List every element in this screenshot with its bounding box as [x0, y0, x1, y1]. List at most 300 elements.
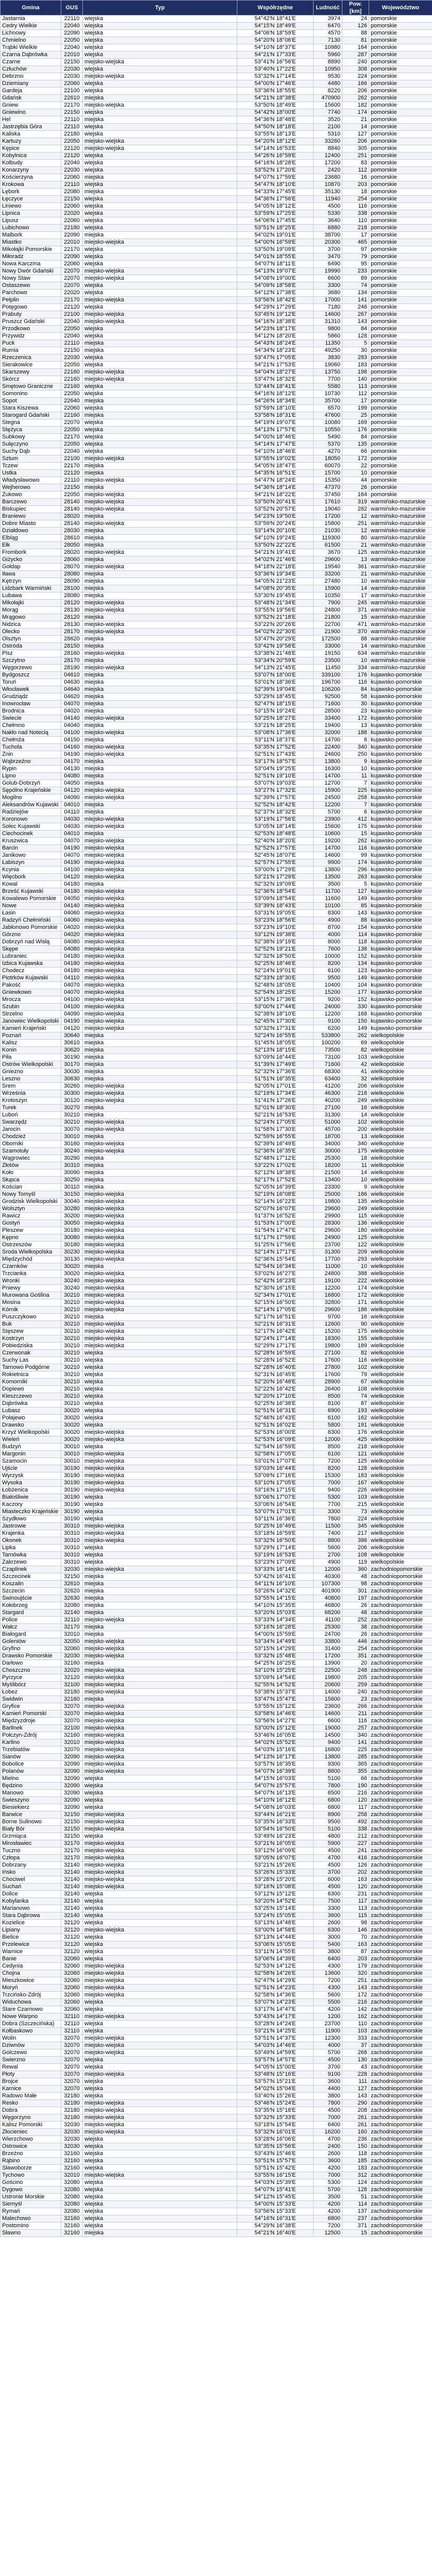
table-row[interactable] — [1, 59, 432, 66]
table-row[interactable] — [1, 1797, 432, 1804]
table-row[interactable] — [1, 1948, 432, 1956]
table-row[interactable] — [1, 73, 432, 80]
table-row[interactable] — [1, 1429, 432, 1436]
table-row[interactable] — [1, 2057, 432, 2064]
table-row[interactable] — [1, 2129, 432, 2136]
table-row[interactable] — [1, 1083, 432, 1090]
table-row[interactable] — [1, 794, 432, 802]
table-row[interactable] — [1, 203, 432, 210]
table-row[interactable] — [1, 1725, 432, 1732]
table-row[interactable] — [1, 88, 432, 95]
table-row[interactable] — [1, 1905, 432, 1912]
table-row[interactable] — [1, 657, 432, 665]
table-row[interactable] — [1, 2187, 432, 2194]
table-row[interactable] — [1, 1054, 432, 1061]
table-row[interactable] — [1, 715, 432, 722]
table-row[interactable] — [1, 1516, 432, 1523]
table-row[interactable] — [1, 189, 432, 196]
table-row[interactable] — [1, 1963, 432, 1970]
table-row[interactable] — [1, 246, 432, 253]
table-row[interactable] — [1, 1739, 432, 1747]
table-row[interactable] — [1, 744, 432, 751]
table-row[interactable] — [1, 2230, 432, 2237]
table-row[interactable] — [1, 37, 432, 44]
table-row[interactable] — [1, 232, 432, 239]
table-row[interactable] — [1, 1790, 432, 1797]
table-row[interactable] — [1, 1653, 432, 1660]
table-row[interactable] — [1, 975, 432, 982]
table-row[interactable] — [1, 1061, 432, 1069]
table-row[interactable] — [1, 2215, 432, 2223]
table-row[interactable] — [1, 1119, 432, 1126]
table-row[interactable] — [1, 816, 432, 823]
table-row[interactable] — [1, 2194, 432, 2201]
table-row[interactable] — [1, 1040, 432, 1047]
table-row[interactable] — [1, 1523, 432, 1530]
table-row[interactable] — [1, 1595, 432, 1602]
table-row[interactable] — [1, 1415, 432, 1422]
table-row[interactable] — [1, 2035, 432, 2042]
table-row[interactable] — [1, 924, 432, 931]
header-coords[interactable]: Współrzędne — [237, 1, 314, 15]
table-row[interactable] — [1, 903, 432, 910]
table-row[interactable] — [1, 1206, 432, 1213]
table-row[interactable] — [1, 1018, 432, 1025]
table-row[interactable] — [1, 2165, 432, 2172]
table-row[interactable] — [1, 1379, 432, 1386]
table-row[interactable] — [1, 1314, 432, 1321]
table-row[interactable] — [1, 15, 432, 23]
table-row[interactable] — [1, 470, 432, 477]
table-row[interactable] — [1, 2006, 432, 2013]
table-row[interactable] — [1, 1133, 432, 1141]
table-row[interactable] — [1, 1804, 432, 1811]
table-row[interactable] — [1, 477, 432, 484]
table-row[interactable] — [1, 239, 432, 246]
table-row[interactable] — [1, 1855, 432, 1862]
table-row[interactable] — [1, 672, 432, 679]
table-row[interactable] — [1, 1970, 432, 1977]
table-row[interactable] — [1, 116, 432, 124]
table-row[interactable] — [1, 441, 432, 448]
table-row[interactable] — [1, 802, 432, 809]
table-row[interactable] — [1, 1198, 432, 1206]
table-row[interactable] — [1, 138, 432, 145]
table-row[interactable] — [1, 1638, 432, 1646]
table-row[interactable] — [1, 1754, 432, 1761]
table-row[interactable] — [1, 2122, 432, 2129]
table-row[interactable] — [1, 737, 432, 744]
table-row[interactable] — [1, 1775, 432, 1783]
table-row[interactable] — [1, 1371, 432, 1379]
table-row[interactable] — [1, 23, 432, 30]
table-row[interactable] — [1, 730, 432, 737]
table-row[interactable] — [1, 1941, 432, 1948]
table-row[interactable] — [1, 412, 432, 419]
table-row[interactable] — [1, 823, 432, 831]
table-row[interactable] — [1, 1213, 432, 1220]
table-row[interactable] — [1, 369, 432, 376]
table-row[interactable] — [1, 2086, 432, 2093]
table-row[interactable] — [1, 1069, 432, 1076]
table-row[interactable] — [1, 1090, 432, 1097]
table-row[interactable] — [1, 1350, 432, 1357]
table-row[interactable] — [1, 124, 432, 131]
table-row[interactable] — [1, 859, 432, 867]
table-row[interactable] — [1, 2093, 432, 2100]
table-row[interactable] — [1, 1552, 432, 1559]
table-row[interactable] — [1, 780, 432, 787]
table-row[interactable] — [1, 347, 432, 354]
table-row[interactable] — [1, 1256, 432, 1263]
table-row[interactable] — [1, 787, 432, 794]
table-row[interactable] — [1, 1458, 432, 1465]
table-row[interactable] — [1, 1999, 432, 2006]
table-row[interactable] — [1, 398, 432, 405]
table-row[interactable] — [1, 1819, 432, 1826]
table-row[interactable] — [1, 693, 432, 701]
table-row[interactable] — [1, 578, 432, 585]
table-row[interactable] — [1, 766, 432, 773]
table-row[interactable] — [1, 1884, 432, 1891]
header-gus[interactable]: GUS — [61, 1, 83, 15]
table-row[interactable] — [1, 1674, 432, 1682]
table-row[interactable] — [1, 1646, 432, 1653]
table-row[interactable] — [1, 1718, 432, 1725]
table-row[interactable] — [1, 1112, 432, 1119]
table-row[interactable] — [1, 874, 432, 881]
table-row[interactable] — [1, 996, 432, 1004]
table-row[interactable] — [1, 1011, 432, 1018]
table-row[interactable] — [1, 484, 432, 492]
header-population[interactable]: Ludność — [314, 1, 342, 15]
table-row[interactable] — [1, 1985, 432, 1992]
table-row[interactable] — [1, 1444, 432, 1451]
table-row[interactable] — [1, 809, 432, 816]
table-row[interactable] — [1, 845, 432, 852]
table-row[interactable] — [1, 181, 432, 189]
table-row[interactable] — [1, 1307, 432, 1314]
table-row[interactable] — [1, 1357, 432, 1364]
table-row[interactable] — [1, 982, 432, 989]
table-row[interactable] — [1, 751, 432, 758]
table-row[interactable] — [1, 1465, 432, 1472]
table-row[interactable] — [1, 1292, 432, 1299]
table-row[interactable] — [1, 1299, 432, 1307]
table-row[interactable] — [1, 1811, 432, 1819]
table-row[interactable] — [1, 1768, 432, 1775]
table-row[interactable] — [1, 939, 432, 946]
table-row[interactable] — [1, 629, 432, 636]
table-row[interactable] — [1, 66, 432, 73]
table-row[interactable] — [1, 571, 432, 578]
table-row[interactable] — [1, 960, 432, 968]
table-row[interactable] — [1, 1436, 432, 1444]
table-row[interactable] — [1, 167, 432, 174]
table-row[interactable] — [1, 1025, 432, 1032]
table-row[interactable] — [1, 2100, 432, 2107]
table-row[interactable] — [1, 2021, 432, 2028]
table-row[interactable] — [1, 1364, 432, 1371]
table-row[interactable] — [1, 2143, 432, 2150]
table-row[interactable] — [1, 434, 432, 441]
table-row[interactable] — [1, 354, 432, 362]
table-row[interactable] — [1, 520, 432, 528]
table-row[interactable] — [1, 1501, 432, 1509]
table-row[interactable] — [1, 297, 432, 304]
table-row[interactable] — [1, 831, 432, 838]
table-row[interactable] — [1, 1170, 432, 1177]
table-row[interactable] — [1, 2136, 432, 2143]
table-row[interactable] — [1, 225, 432, 232]
table-row[interactable] — [1, 311, 432, 318]
table-row[interactable] — [1, 463, 432, 470]
table-row[interactable] — [1, 867, 432, 874]
table-row[interactable] — [1, 1862, 432, 1869]
table-row[interactable] — [1, 1869, 432, 1876]
table-row[interactable] — [1, 253, 432, 261]
table-row[interactable] — [1, 542, 432, 549]
table-row[interactable] — [1, 1573, 432, 1581]
table-row[interactable] — [1, 1480, 432, 1487]
table-row[interactable] — [1, 1263, 432, 1270]
table-row[interactable] — [1, 679, 432, 686]
table-row[interactable] — [1, 1191, 432, 1198]
table-row[interactable] — [1, 881, 432, 888]
table-row[interactable] — [1, 665, 432, 672]
table-row[interactable] — [1, 614, 432, 621]
table-row[interactable] — [1, 326, 432, 333]
table-row[interactable] — [1, 1588, 432, 1595]
table-row[interactable] — [1, 1956, 432, 1963]
table-row[interactable] — [1, 968, 432, 975]
header-type[interactable]: Typ — [83, 1, 237, 15]
table-row[interactable] — [1, 1833, 432, 1840]
table-row[interactable] — [1, 95, 432, 102]
table-row[interactable] — [1, 275, 432, 282]
table-row[interactable] — [1, 210, 432, 217]
table-row[interactable] — [1, 160, 432, 167]
table-row[interactable] — [1, 1177, 432, 1184]
table-row[interactable] — [1, 1530, 432, 1537]
table-row[interactable] — [1, 1703, 432, 1710]
table-row[interactable] — [1, 1242, 432, 1249]
table-row[interactable] — [1, 1148, 432, 1155]
table-row[interactable] — [1, 1826, 432, 1833]
table-row[interactable] — [1, 1689, 432, 1696]
table-row[interactable] — [1, 1076, 432, 1083]
table-row[interactable] — [1, 1509, 432, 1516]
table-row[interactable] — [1, 1105, 432, 1112]
table-row[interactable] — [1, 506, 432, 513]
table-row[interactable] — [1, 196, 432, 203]
table-row[interactable] — [1, 1624, 432, 1631]
table-row[interactable] — [1, 268, 432, 275]
table-row[interactable] — [1, 1783, 432, 1790]
table-row[interactable] — [1, 376, 432, 383]
table-row[interactable] — [1, 2071, 432, 2078]
table-row[interactable] — [1, 1710, 432, 1718]
table-row[interactable] — [1, 1927, 432, 1934]
table-row[interactable] — [1, 1912, 432, 1920]
table-row[interactable] — [1, 2114, 432, 2122]
table-row[interactable] — [1, 1249, 432, 1256]
table-row[interactable] — [1, 1032, 432, 1040]
table-row[interactable] — [1, 1494, 432, 1501]
table-row[interactable] — [1, 109, 432, 116]
table-row[interactable] — [1, 1992, 432, 1999]
table-row[interactable] — [1, 2208, 432, 2215]
table-row[interactable] — [1, 564, 432, 571]
table-row[interactable] — [1, 1097, 432, 1105]
table-row[interactable] — [1, 340, 432, 347]
table-row[interactable] — [1, 1285, 432, 1292]
table-row[interactable] — [1, 1631, 432, 1638]
table-row[interactable] — [1, 1876, 432, 1884]
table-row[interactable] — [1, 1155, 432, 1162]
table-row[interactable] — [1, 1617, 432, 1624]
table-row[interactable] — [1, 391, 432, 398]
table-row[interactable] — [1, 1487, 432, 1494]
table-row[interactable] — [1, 549, 432, 556]
table-row[interactable] — [1, 585, 432, 592]
table-row[interactable] — [1, 895, 432, 903]
table-row[interactable] — [1, 44, 432, 52]
table-row[interactable] — [1, 80, 432, 88]
table-row[interactable] — [1, 2042, 432, 2049]
table-row[interactable] — [1, 1696, 432, 1703]
table-row[interactable] — [1, 1747, 432, 1754]
table-row[interactable] — [1, 953, 432, 960]
table-row[interactable] — [1, 1270, 432, 1278]
table-row[interactable] — [1, 513, 432, 520]
table-row[interactable] — [1, 636, 432, 643]
table-row[interactable] — [1, 1227, 432, 1234]
table-row[interactable] — [1, 145, 432, 152]
table-row[interactable] — [1, 1278, 432, 1285]
table-row[interactable] — [1, 131, 432, 138]
table-row[interactable] — [1, 917, 432, 924]
table-row[interactable] — [1, 708, 432, 715]
table-row[interactable] — [1, 1321, 432, 1328]
table-row[interactable] — [1, 621, 432, 629]
table-row[interactable] — [1, 2150, 432, 2158]
table-row[interactable] — [1, 492, 432, 499]
table-row[interactable] — [1, 556, 432, 564]
table-row[interactable] — [1, 52, 432, 59]
table-row[interactable] — [1, 290, 432, 297]
table-row[interactable] — [1, 2049, 432, 2057]
table-row[interactable] — [1, 1891, 432, 1898]
table-row[interactable] — [1, 1660, 432, 1667]
table-row[interactable] — [1, 1537, 432, 1545]
table-row[interactable] — [1, 1393, 432, 1400]
table-row[interactable] — [1, 1602, 432, 1609]
table-row[interactable] — [1, 448, 432, 455]
table-row[interactable] — [1, 2201, 432, 2208]
table-row[interactable] — [1, 535, 432, 542]
table-row[interactable] — [1, 701, 432, 708]
table-row[interactable] — [1, 2179, 432, 2187]
table-row[interactable] — [1, 773, 432, 780]
table-row[interactable] — [1, 838, 432, 845]
table-row[interactable] — [1, 600, 432, 607]
table-row[interactable] — [1, 1220, 432, 1227]
table-row[interactable] — [1, 1141, 432, 1148]
table-row[interactable] — [1, 852, 432, 859]
table-row[interactable] — [1, 1848, 432, 1855]
table-row[interactable] — [1, 1386, 432, 1393]
table-row[interactable] — [1, 2064, 432, 2071]
table-row[interactable] — [1, 30, 432, 37]
table-row[interactable] — [1, 362, 432, 369]
table-row[interactable] — [1, 1840, 432, 1848]
table-row[interactable] — [1, 2172, 432, 2179]
header-voivodeship[interactable]: Województwo — [369, 1, 432, 15]
table-row[interactable] — [1, 528, 432, 535]
table-row[interactable] — [1, 1047, 432, 1054]
table-row[interactable] — [1, 1934, 432, 1941]
table-row[interactable] — [1, 607, 432, 614]
table-row[interactable] — [1, 499, 432, 506]
table-row[interactable] — [1, 1472, 432, 1480]
table-row[interactable] — [1, 1920, 432, 1927]
table-row[interactable] — [1, 1234, 432, 1242]
table-row[interactable] — [1, 1898, 432, 1905]
table-row[interactable] — [1, 1335, 432, 1343]
table-row[interactable] — [1, 405, 432, 412]
table-row[interactable] — [1, 427, 432, 434]
table-row[interactable] — [1, 1545, 432, 1552]
table-row[interactable] — [1, 1343, 432, 1350]
table-row[interactable] — [1, 1004, 432, 1011]
table-row[interactable] — [1, 931, 432, 939]
table-row[interactable] — [1, 1581, 432, 1588]
table-row[interactable] — [1, 910, 432, 917]
table-row[interactable] — [1, 643, 432, 650]
table-row[interactable] — [1, 1328, 432, 1335]
table-row[interactable] — [1, 1400, 432, 1408]
table-row[interactable] — [1, 261, 432, 268]
table-row[interactable] — [1, 455, 432, 463]
table-row[interactable] — [1, 686, 432, 693]
table-row[interactable] — [1, 2158, 432, 2165]
table-row[interactable] — [1, 1451, 432, 1458]
table-row[interactable] — [1, 2013, 432, 2021]
table-row[interactable] — [1, 282, 432, 290]
table-row[interactable] — [1, 1126, 432, 1133]
table-row[interactable] — [1, 217, 432, 225]
table-row[interactable] — [1, 888, 432, 895]
table-row[interactable] — [1, 419, 432, 427]
table-row[interactable] — [1, 1682, 432, 1689]
table-row[interactable] — [1, 2223, 432, 2230]
table-row[interactable] — [1, 1667, 432, 1674]
table-row[interactable] — [1, 989, 432, 996]
table-row[interactable] — [1, 1609, 432, 1617]
header-area[interactable]: Pow. [km] — [342, 1, 369, 15]
table-row[interactable] — [1, 1761, 432, 1768]
table-row[interactable] — [1, 1977, 432, 1985]
table-row[interactable] — [1, 2078, 432, 2086]
header-gmina[interactable]: Gmina — [1, 1, 61, 15]
table-row[interactable] — [1, 383, 432, 391]
table-row[interactable] — [1, 758, 432, 766]
table-row[interactable] — [1, 1408, 432, 1415]
table-row[interactable] — [1, 592, 432, 600]
table-row[interactable] — [1, 1559, 432, 1566]
table-row[interactable] — [1, 1184, 432, 1191]
